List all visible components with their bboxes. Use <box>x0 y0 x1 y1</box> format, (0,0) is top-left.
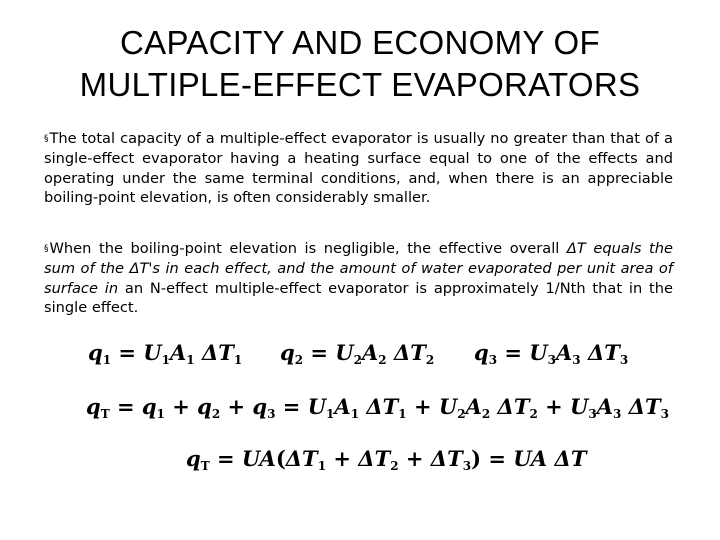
paragraph-1-text: The total capacity of a multiple-effect evaporator is usually no greater than that of a single-effect evaporator having a heating surface equal to one of the effects and operating under the same terminal conditions, and, when there is an appreciable boiling-point elevation, is often considerably smaller. <box>44 130 673 206</box>
equation-q2: $q_2 = U_2A_2$ $\Delta T_2$ <box>280 340 435 367</box>
equation-q3: $q_3 = U_3A_3$ $\Delta T_3$ <box>474 340 629 367</box>
paragraph-boiling-point <box>44 239 673 317</box>
paragraph-capacity <box>44 129 673 207</box>
paragraph-2-text-italic: ΔT equals the sum of the ΔT's in each effect, and the amount of water evaporated per unit area of surface in <box>44 240 673 297</box>
paragraph-2-text-a: When the boiling-point elevation is negligible, the effective overall <box>49 240 567 257</box>
slide-title <box>40 22 680 106</box>
bullet-icon: § <box>44 134 49 144</box>
paragraph-2-text-b: an N-effect multiple-effect evaporator is approximately 1/Nth that in the single effect. <box>44 279 673 316</box>
bullet-icon: § <box>44 244 49 254</box>
title-line-1: CAPACITY AND ECONOMY OF <box>120 24 600 61</box>
title-line-2: MULTIPLE-EFFECT EVAPORATORS <box>79 66 641 103</box>
equation-q1: $q_1 = U_1A_1$ $\Delta T_1$ <box>88 340 243 367</box>
equation-qT-overall: $q_T = UA(\Delta T_1 + \Delta T_2 + \Delta T_3)$ = UA ΔT <box>186 446 587 473</box>
equation-qT-sum: $q_T = q_1 + q_2 + q_3 = U_1A_1$ $\Delta T_1 + U_2A_2$ $\Delta T_2 + U_3A_3$ $\Delta T_3$ <box>86 394 669 421</box>
